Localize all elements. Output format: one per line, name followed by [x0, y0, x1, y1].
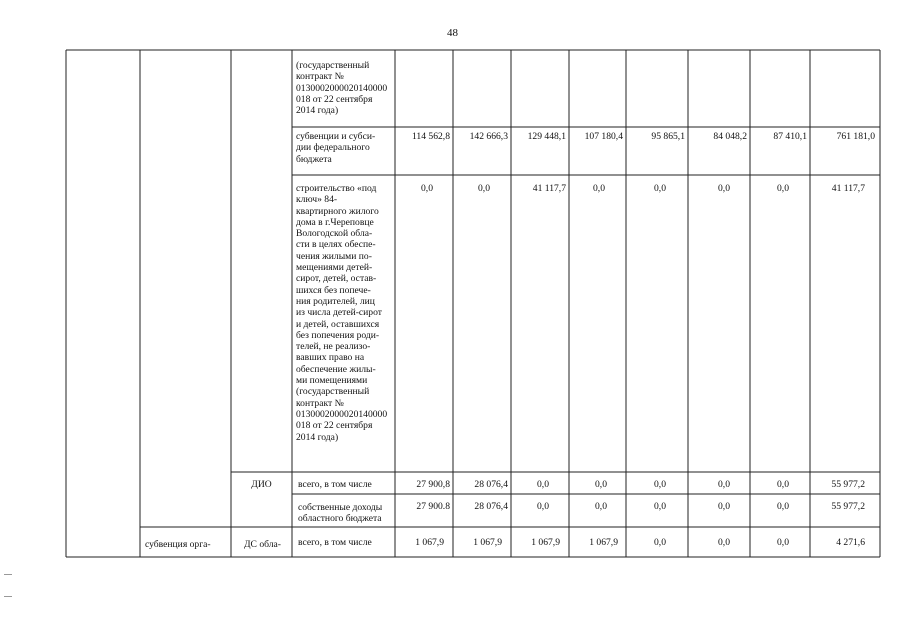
row-description: строительство «под ключ» 84- квартирного жилого дома в г.Череповце Вологодской обла- сти в целях обеспе- чения жилыми по- мещениями детей- сирот, детей, остав- шихся без попече- ния родителей, лиц из числа детей-сирот и детей, оставшихся без попечения роди- телей, не реализо- вавших право на обеспечение жилы- ми помещениями (государственный контракт № 0130002000020140000 018 от 22 сентября 2014 года) [296, 183, 388, 443]
value-cell: 1 067,9 [415, 537, 444, 548]
value-cell: 0,0 [537, 501, 549, 512]
value-cell: 1 067,9 [531, 537, 560, 548]
value-cell: 1 067,9 [589, 537, 618, 548]
value-cell: 27 900.8 [416, 501, 450, 512]
value-cell: 0,0 [718, 537, 730, 548]
row-description: собственные доходы областного бюджета [298, 502, 383, 525]
value-cell: 142 666,3 [469, 131, 508, 142]
value-cell: 0,0 [654, 537, 666, 548]
value-cell: 0,0 [595, 479, 607, 490]
value-cell: 0,0 [478, 183, 490, 194]
value-cell: 0,0 [777, 183, 789, 194]
row-description: всего, в том числе [298, 537, 372, 548]
value-cell: 55 977,2 [831, 501, 865, 512]
value-cell: 28 076,4 [474, 479, 508, 490]
value-cell: 0,0 [654, 501, 666, 512]
value-cell: 87 410,1 [773, 131, 807, 142]
value-cell: 0,0 [718, 501, 730, 512]
executor-label: ДИО [251, 479, 272, 490]
value-cell: 0,0 [654, 183, 666, 194]
value-cell: 95 865,1 [651, 131, 685, 142]
value-cell: 761 181,0 [836, 131, 875, 142]
value-cell: 0,0 [593, 183, 605, 194]
value-cell: 27 900,8 [416, 479, 450, 490]
value-cell: 107 180,4 [584, 131, 623, 142]
row-description: субвенции и субси- дии федерального бюджета [296, 131, 376, 165]
value-cell: 0,0 [718, 183, 730, 194]
value-cell: 0,0 [537, 479, 549, 490]
value-cell: 28 076,4 [474, 501, 508, 512]
value-cell: 114 562,8 [411, 131, 450, 142]
value-cell: 0,0 [777, 501, 789, 512]
value-cell: 0,0 [421, 183, 433, 194]
margin-mark [4, 596, 12, 597]
value-cell: 84 048,2 [713, 131, 747, 142]
measure-label: субвенция орга- [145, 539, 211, 550]
page-number: 48 [447, 27, 458, 39]
margin-mark [4, 574, 12, 575]
value-cell: 4 271,6 [836, 537, 865, 548]
value-cell: 41 117,7 [532, 183, 566, 194]
value-cell: 0,0 [595, 501, 607, 512]
value-cell: 0,0 [654, 479, 666, 490]
row-description: всего, в том числе [298, 479, 372, 490]
value-cell: 129 448,1 [527, 131, 566, 142]
value-cell: 41 117,7 [831, 183, 865, 194]
executor-label: ДС обла- [243, 539, 282, 550]
value-cell: 0,0 [777, 537, 789, 548]
value-cell: 55 977,2 [831, 479, 865, 490]
value-cell: 1 067,9 [473, 537, 502, 548]
row-description: (государственный контракт № 0130002000020140000 018 от 22 сентября 2014 года) [296, 60, 388, 117]
value-cell: 0,0 [777, 479, 789, 490]
value-cell: 0,0 [718, 479, 730, 490]
